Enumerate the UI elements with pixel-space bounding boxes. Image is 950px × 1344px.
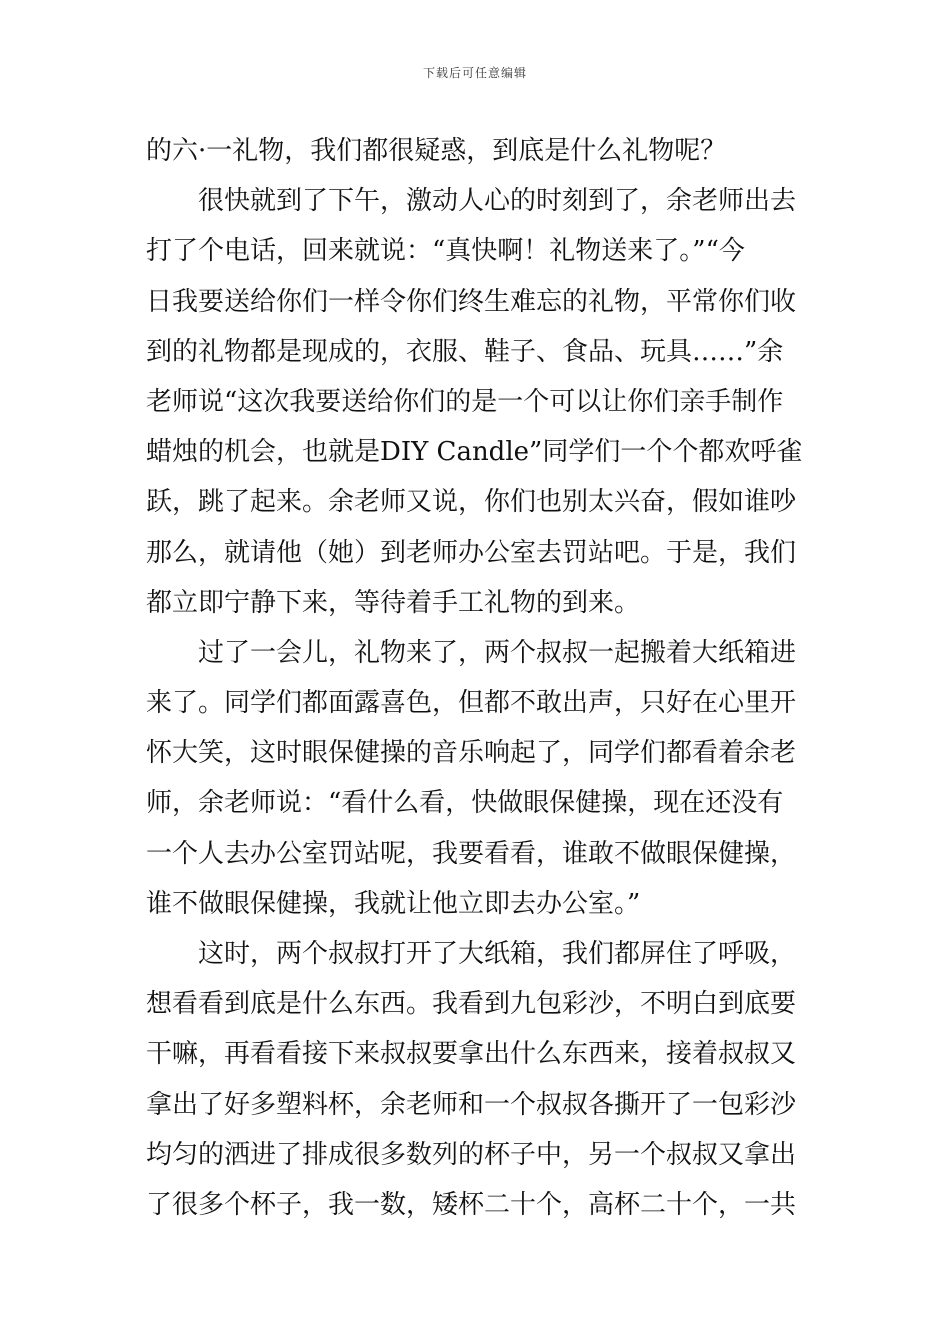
text-line: 都立即宁静下来，等待着手工礼物的到来。 [146,587,641,618]
text-line: 到的礼物都是现成的，衣服、鞋子、食品、玩具……”余 [146,336,784,367]
text-line: 的六·一礼物，我们都很疑惑，到底是什么礼物呢？ [146,136,727,166]
text-line: 很快就到了下午，激动人心的时刻到了，余老师出去 [198,186,797,217]
text-line: 那么，就请他（她）到老师办公室去罚站吧。于是，我们 [146,537,797,568]
document-body [146,126,808,1230]
text-line: 这时，两个叔叔打开了大纸箱，我们都屏住了呼吸， [198,939,797,969]
text-line: 拿出了好多塑料杯，余老师和一个叔叔各撕开了一包彩沙 [146,1089,797,1120]
text-line: 干嘛，再看看接下来叔叔要拿出什么东西来，接着叔叔又 [146,1039,797,1070]
page-header: 下载后可任意编辑 [422,66,527,80]
text-line: 谁不做眼保健操，我就让他立即去办公室。” [146,888,641,919]
text-line: 日我要送给你们一样令你们终生难忘的礼物，平常你们收 [146,286,797,317]
text-line: 来了。同学们都面露喜色，但都不敢出声，只好在心里开 [146,688,797,719]
text-line: 想看看到底是什么东西。我看到九包彩沙，不明白到底要 [146,989,797,1020]
text-line: 了很多个杯子，我一数，矮杯二十个，高杯二十个，一共 [146,1189,797,1220]
text-line: 过了一会儿，礼物来了，两个叔叔一起搬着大纸箱进 [198,637,797,668]
text-line: 打了个电话，回来就说：“真快啊！礼物送来了。”“今 [146,236,745,267]
text-line: 均匀的洒进了排成很多数列的杯子中，另一个叔叔又拿出 [146,1139,797,1170]
text-line: 蜡烛的机会，也就是DIY Candle”同学们一个个都欢呼雀 [146,437,803,468]
text-line: 老师说“这次我要送给你们的是一个可以让你们亲手制作 [146,386,784,417]
text-line: 师，余老师说：“看什么看，快做眼保健操，现在还没有 [146,788,784,819]
text-line: 一个人去办公室罚站呢，我要看看，谁敢不做眼保健操， [146,838,797,869]
text-line: 跃，跳了起来。余老师又说，你们也别太兴奋，假如谁吵 [146,487,797,518]
text-line: 怀大笑，这时眼保健操的音乐响起了，同学们都看着余老 [146,738,797,769]
